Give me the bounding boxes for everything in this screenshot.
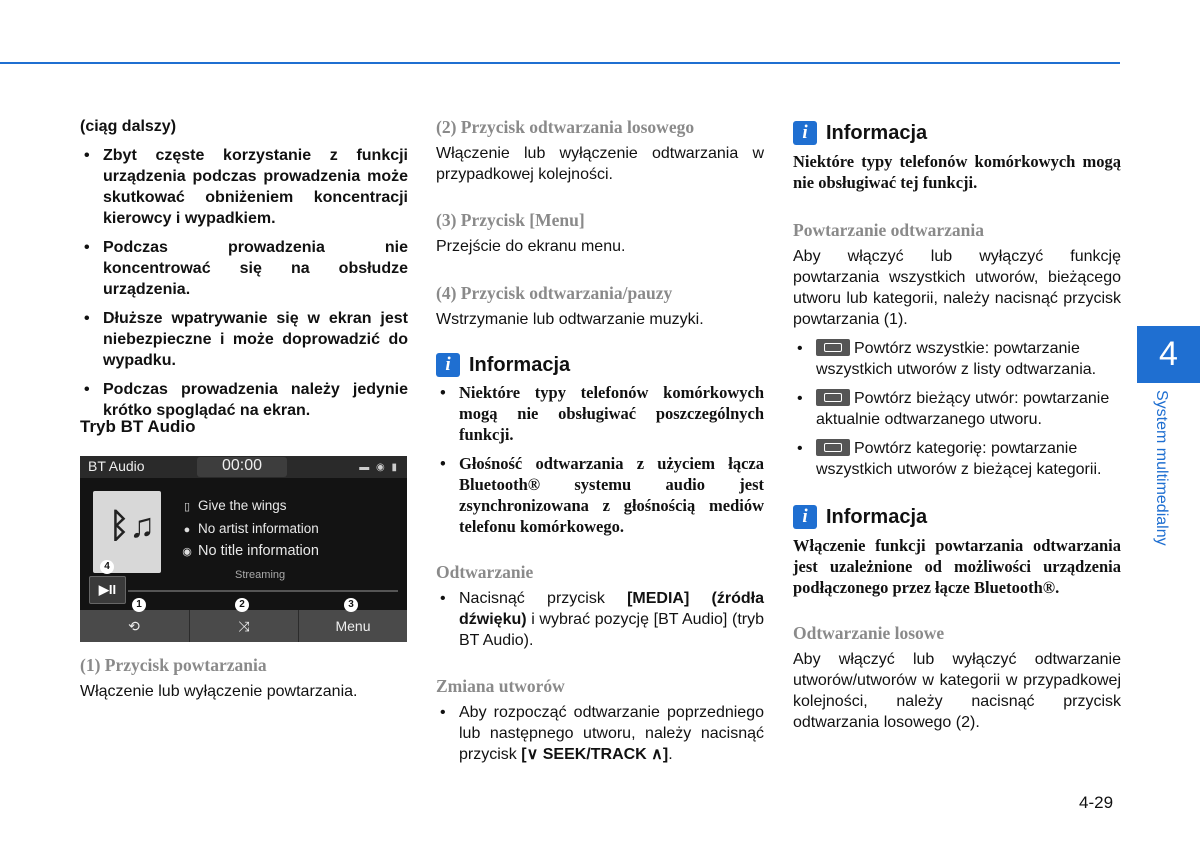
info-list <box>436 382 764 537</box>
callout-marker-2: 2 <box>235 598 249 612</box>
playback-list <box>436 588 764 651</box>
playback-time: 00:00 <box>197 457 287 477</box>
warning-item: • Zbyt częste korzystanie z funkcji urządzenia podczas prowadzenia może skutkować obniżeniem koncentracji kierowcy i wypadkiem. <box>80 145 408 229</box>
title-info-row <box>182 543 319 559</box>
info-heading: i Informacja <box>436 352 764 378</box>
repeat-heading: Powtarzanie odtwarzania <box>793 220 985 240</box>
warning-item: • Podczas prowadzenia nie koncentrować się na obsłudze urządzenia. <box>80 237 408 300</box>
random-text: Aby włączyć lub wyłączyć odtwarzanie utworów/utworów w kategorii w przypadkowej kolejności, należy nacisnąć przycisk odtwarzania losowego (2). <box>793 651 1121 731</box>
callout-marker-3: 3 <box>344 598 358 612</box>
info-text-2: Włączenie funkcji powtarzania odtwarzania jest uzależnione od możliwości urządzenia podłączonego przez łącze Bluetooth®. <box>793 536 1121 597</box>
warning-item: • Dłuższe wpatrywanie się w ekran jest niebezpieczne i może doprowadzić do wypadku. <box>80 308 408 371</box>
repeat-item: • Powtórz wszystkie: powtarzanie wszystkich utworów z listy odtwarzania. <box>793 338 1121 380</box>
note-icon: ▯ <box>183 501 191 513</box>
info-heading-2: i Informacja <box>793 504 1121 530</box>
title-info: No title information <box>198 543 319 559</box>
shuffle-heading: (2) Przycisk odtwarzania losowego <box>436 117 695 137</box>
bt-audio-screen <box>80 456 407 642</box>
change-list <box>436 702 764 765</box>
change-item: • Aby rozpocząć odtwarzanie poprzedniego lub następnego utworu, należy nacisnąć przycisk [∨ SEEK/TRACK ∧]. <box>436 702 764 765</box>
callout-marker-1: 1 <box>132 598 146 612</box>
disc-icon: ◉ <box>182 546 192 558</box>
chapter-tab: 4 <box>1137 326 1200 383</box>
info-text: Niektóre typy telefonów komórkowych mogą nie obsługiwać tej funkcji. <box>793 152 1121 192</box>
play-heading: (4) Przycisk odtwarzania/pauzy <box>436 283 673 303</box>
artist-name: No artist information <box>198 521 319 536</box>
shuffle-text: Włączenie lub wyłączenie odtwarzania w przypadkowej kolejności. <box>436 145 764 183</box>
repeat-item: • Powtórz kategorię: powtarzanie wszystkich utworów z bieżącej kategorii. <box>793 438 1121 480</box>
menu-text: Przejście do ekranu menu. <box>436 238 626 255</box>
info-icon: i <box>793 121 817 145</box>
streaming-label: Streaming <box>235 569 286 581</box>
shuffle-button[interactable] <box>189 610 298 642</box>
artist-row <box>182 521 319 536</box>
column-2 <box>436 116 764 771</box>
shuffle-icon: ⤨ <box>238 618 250 634</box>
callout-marker-4: 4 <box>100 560 114 574</box>
info-item: • Niektóre typy telefonów komórkowych mogą nie obsługiwać poszczególnych funkcji. <box>436 382 764 445</box>
info-item: • Głośność odtwarzania z użyciem łącza Bluetooth® systemu audio jest zsynchronizowana z głośnością mediów telefonu komórkowego. <box>436 453 764 537</box>
screen-status-bar <box>80 456 407 478</box>
random-heading: Odtwarzanie losowe <box>793 623 945 643</box>
repeat-item: • Powtórz bieżący utwór: powtarzanie aktualnie odtwarzanego utworu. <box>793 388 1121 430</box>
repeat-one-icon <box>816 389 850 406</box>
track-title: Give the wings <box>198 498 287 513</box>
play-pause-button[interactable]: ▶II <box>89 576 126 604</box>
warning-item: • Podczas prowadzenia należy jedynie krótko spoglądać na ekran. <box>80 379 408 421</box>
info-heading: i Informacja <box>793 120 1121 146</box>
play-text: Wstrzymanie lub odtwarzanie muzyki. <box>436 311 704 328</box>
info-icon: i <box>436 353 460 377</box>
repeat-list <box>793 338 1121 480</box>
top-rule <box>0 62 1120 64</box>
chapter-label: System multimedialny <box>1153 390 1170 546</box>
playback-heading: Odtwarzanie <box>436 562 534 582</box>
repeat-category-icon <box>816 439 850 456</box>
column-3 <box>793 116 1121 733</box>
mode-title: Tryb BT Audio <box>80 417 196 436</box>
screen-title: BT Audio <box>88 458 145 474</box>
change-heading: Zmiana utworów <box>436 676 565 696</box>
repeat-button-heading: (1) Przycisk powtarzania <box>80 655 267 675</box>
repeat-button[interactable] <box>80 610 188 642</box>
playback-item: • Nacisnąć przycisk [MEDIA] (źródła dźwięku) i wybrać pozycję [BT Audio] (tryb BT Audio). <box>436 588 764 651</box>
warning-list <box>80 145 408 421</box>
repeat-text: Aby włączyć lub wyłączyć funkcję powtarzania wszystkich utworów, bieżącego utworu lub kategorii, należy nacisnąć przycisk powtarzania (1). <box>793 248 1121 328</box>
progress-bar <box>128 590 398 592</box>
repeat-icon: ⟲ <box>128 618 140 634</box>
menu-heading: (3) Przycisk [Menu] <box>436 210 585 230</box>
bluetooth-icon: ᛒ♫ <box>109 507 155 545</box>
page-number: 4-29 <box>1079 793 1114 812</box>
continued-label: (ciąg dalszy) <box>80 118 177 135</box>
menu-button[interactable]: Menu <box>298 610 407 642</box>
track-title-row <box>182 498 287 513</box>
info-icon: i <box>793 505 817 529</box>
repeat-button-text: Włączenie lub wyłączenie powtarzania. <box>80 683 358 700</box>
repeat-all-icon <box>816 339 850 356</box>
status-icons: ▬ ◉ ▮ <box>359 462 399 473</box>
person-icon: ● <box>183 524 191 536</box>
